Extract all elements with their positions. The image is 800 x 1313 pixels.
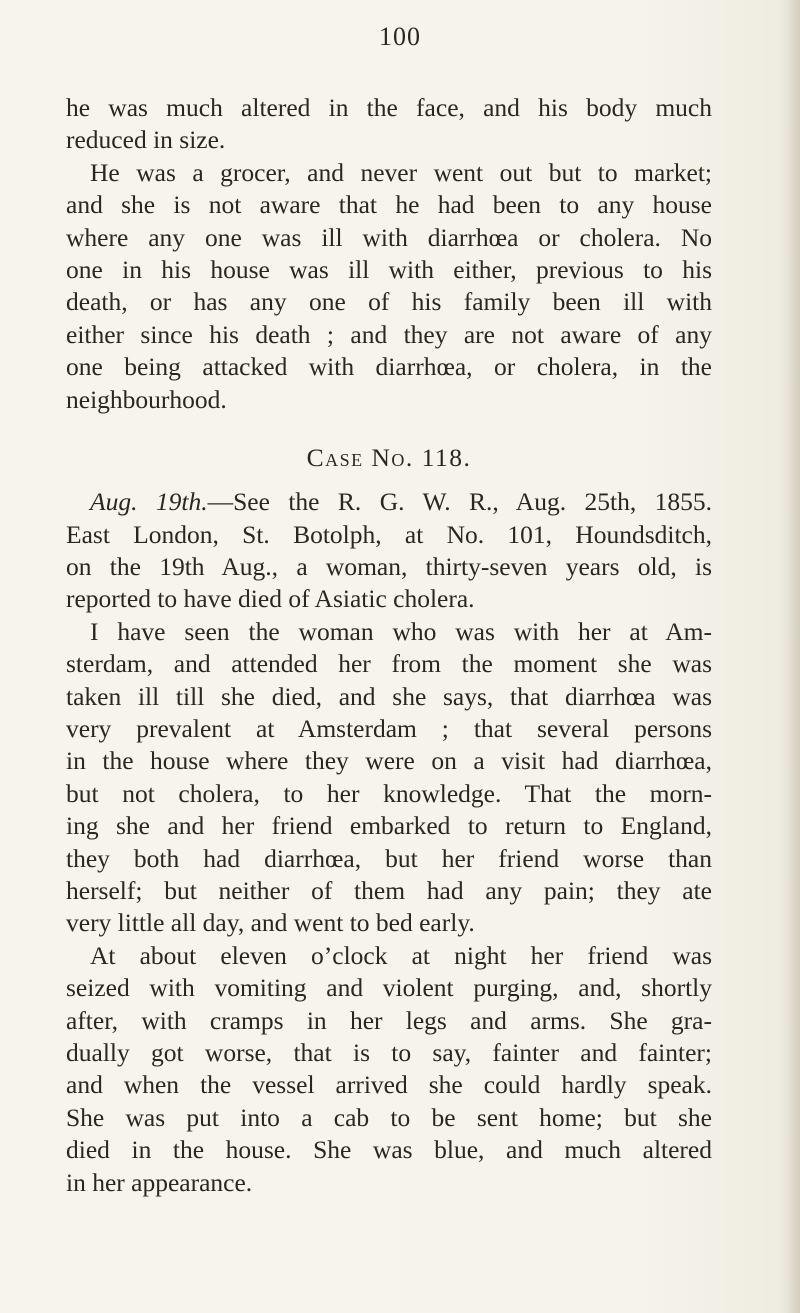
paragraph-4 [66,616,712,940]
text-line: after, with cramps in her legs and arms. She gra- [66,1005,712,1035]
text-line: and when the vessel arrived she could hardly speak. [66,1070,712,1100]
text-line: either since his death ; and they are not aware of any [66,319,712,349]
text-line: reduced in size. [66,125,226,155]
text-line: died in the house. She was blue, and much altered [66,1135,712,1165]
text-line: he was much altered in the face, and his body much [66,93,712,122]
text-line: very prevalent at Amsterdam ; that several persons [66,714,712,744]
case-reference: —See the R. G. W. R., Aug. 25th, 1855. [207,487,712,517]
text-line: At about eleven o’clock at night her friend was [90,940,712,970]
text-line: East London, St. Botolph, at No. 101, Houndsditch, [66,519,712,549]
text-line [66,486,712,518]
text-line: ing she and her friend embarked to return to England, [66,811,712,841]
paragraph-5 [66,940,712,1199]
text-line: reported to have died of Asiatic cholera. [66,584,475,614]
text-line: I have seen the woman who was with her at Am- [90,616,712,646]
text-line: very little all day, and went to bed early. [66,908,475,938]
text-line: She was put into a cab to be sent home; but she [66,1102,712,1132]
case-heading: Case No. 118. [306,442,472,472]
text-line: sterdam, and attended her from the moment she was [66,649,712,679]
text-line: He was a grocer, and never went out but to market; [90,157,712,187]
paragraph-2 [66,157,712,416]
text-line: dually got worse, that is to say, fainter and fainter; [66,1037,712,1067]
page-number: 100 [379,22,421,51]
case-date: Aug. 19th. [90,487,208,517]
text-line: one being attacked with diarrhœa, or cholera, in the [66,352,712,382]
text-line: death, or has any one of his family been ill with [66,287,712,317]
text-line: and she is not aware that he had been to any house [66,190,712,220]
text-line: where any one was ill with diarrhœa or cholera. No [66,222,712,252]
text-line: but not cholera, to her knowledge. That the morn- [66,778,712,808]
body-text [66,92,712,1199]
text-line: seized with vomiting and violent purging, and, shortly [66,973,712,1003]
text-line: taken ill till she died, and she says, that diarrhœa was [66,681,712,711]
paragraph-1 [66,92,712,157]
text-line: in the house where they were on a visit had diarrhœa, [66,746,712,776]
paragraph-3 [66,486,712,616]
page-edge-shadow [786,0,800,1313]
text-line: on the 19th Aug., a woman, thirty-seven years old, is [66,552,712,582]
text-line: they both had diarrhœa, but her friend worse than [66,843,712,873]
text-line: one in his house was ill with either, previous to his [66,254,712,284]
text-line: herself; but neither of them had any pain; they ate [66,875,712,905]
text-line: neighbourhood. [66,384,227,414]
text-line: in her appearance. [66,1167,253,1197]
